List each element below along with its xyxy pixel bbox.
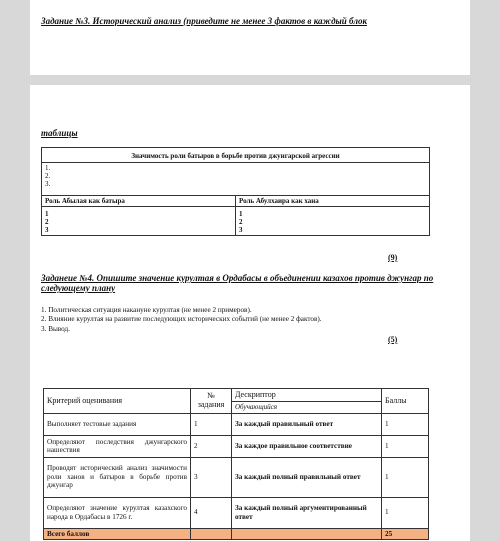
abulkhair-item: 3 (239, 226, 243, 234)
abulkhair-items-cell (236, 207, 430, 236)
criterion-cell: Выполняет тестовые задания (44, 413, 191, 435)
points-column-header: Баллы (382, 389, 429, 414)
batyrs-table-header: Значимость роли батыров в борьбе против джунгарской агрессии (42, 148, 430, 163)
total-label: Всего баллов (44, 528, 191, 540)
points-cell: 1 (382, 457, 429, 497)
criterion-column-header: Критерий оценивания (44, 389, 191, 414)
table-row (44, 435, 429, 457)
abylai-item: 2 (45, 218, 49, 226)
document-page-top (30, 0, 470, 75)
task-number-cell: 1 (191, 413, 232, 435)
task3-heading: Задание №3. Исторический анализ (приведите не менее 3 фактов в каждый блок (41, 16, 368, 26)
criterion-cell: Определяют значение курултая казахского народа в Ордабасы в 1726 г. (44, 497, 191, 528)
total-empty-cell (191, 528, 232, 540)
criterion-cell: Проводят исторический анализ значимости роли ханов и батыров в борьбе против джунгар (44, 457, 191, 497)
numbered-line: 3. (45, 180, 51, 188)
task-number-column-header: № задания (191, 389, 232, 414)
abylai-items-cell (42, 207, 236, 236)
total-empty-cell (232, 528, 382, 540)
task-number-cell: 4 (191, 497, 232, 528)
points-cell: 1 (382, 435, 429, 457)
task3-score: (9) (388, 253, 398, 262)
task-number-cell: 3 (191, 457, 232, 497)
abylai-item: 3 (45, 226, 49, 234)
abulkhair-item: 1 (239, 210, 243, 218)
task3-heading-continued: таблицы (41, 128, 78, 138)
task4-score: (5) (388, 335, 398, 344)
table-row (44, 413, 429, 435)
task4-plan-list (41, 306, 322, 334)
task4-heading: Заданеие №4. Опишите значение курултая в Ордабасы в объединении казахов против джунгар по следующему плану (41, 273, 434, 293)
abylai-item: 1 (45, 210, 49, 218)
abulkhair-column-header: Роль Абулхаира как хана (236, 196, 430, 207)
task4-plan-item: 3. Вывод. (41, 324, 70, 333)
total-value: 25 (382, 528, 429, 540)
points-cell: 1 (382, 413, 429, 435)
table-row (44, 497, 429, 528)
task-number-cell: 2 (191, 435, 232, 457)
total-row (44, 528, 429, 540)
descriptor-subheader: Обучающийся (232, 402, 382, 414)
task4-plan-item: 2. Влияние курултая на развитие последующих исторических событий (не менее 2 фактов). (41, 315, 322, 324)
points-cell: 1 (382, 497, 429, 528)
numbered-line: 2. (45, 172, 51, 180)
descriptor-cell: За каждый полный аргументированный ответ (232, 497, 382, 528)
batyrs-role-table (41, 147, 430, 236)
table-row (44, 457, 429, 497)
numbered-line: 1. (45, 164, 51, 172)
abylai-column-header: Роль Абылая как батыра (42, 196, 236, 207)
descriptor-cell: За каждое правильное соответствие (232, 435, 382, 457)
descriptor-column-header: Дескриптор (232, 389, 382, 402)
descriptor-cell: За каждый полный правильный ответ (232, 457, 382, 497)
descriptor-cell: За каждый правильный ответ (232, 413, 382, 435)
task4-plan-item: 1. Политическая ситуация накануне курултая (не менее 2 примеров). (41, 306, 252, 314)
abulkhair-item: 2 (239, 218, 243, 226)
assessment-criteria-table (43, 388, 429, 540)
batyrs-table-numbered-cell (42, 163, 430, 196)
criterion-cell: Определяют последствия джунгарского нашествия (44, 435, 191, 457)
